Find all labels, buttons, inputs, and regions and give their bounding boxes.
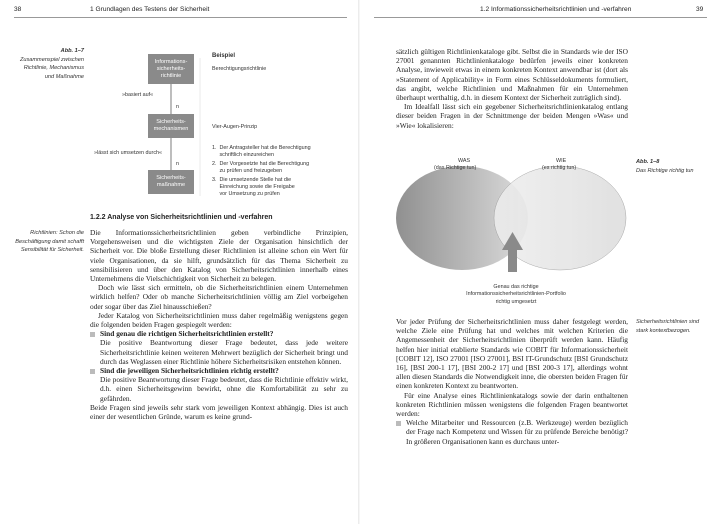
figure-caption [636,158,708,175]
page-number: 38 [14,6,22,13]
header-rule [374,17,707,18]
body-text-top [396,47,628,130]
figure-label: Abb. 1–7 [60,48,84,54]
paragraph: Jeder Katalog von Sicherheitsrichtlinien muss daher regelmäßig wenigstens gegen die folgenden beiden Fragen gespiegelt werden: [90,310,348,330]
example-measure-3: 3. Die umsetzende Stelle hat die Einreichung sowie die Freigabe vor Umsetzung zu prüfen [212,177,295,197]
arrow-caption-line: richtig umgesetzt [495,298,537,305]
paragraph: Vor jeder Prüfung der Sicherheitsrichtlinien muss daher festgelegt werden, welche Ziele eine Prüfung hat und welches mit welchen Kriterien die Angemessenheit der Sicherheitsrichtlinien überprüft werden kann. Häufig helfen hier initial etablierte Standards wie COBIT für Informationssicherheit [COBIT 12], ISO 27001 [ISO 27001], BSI IT-Grundschutz [BSI Grundschutz 16], [BSI 200-1 17], [BSI 200-2 17] und [BSI 200-3 17], allerdings wohnt allen diesen Standards die Notwendigkeit inne, die obersten beiden Fragen für einen konkreten Kontext zu beantworten. [396,317,628,391]
example-measure-2: 2. Der Vorgesetzte hat die Berechtigung zu prüfen und freizugeben [212,161,310,174]
body-text [90,228,348,421]
page-number: 39 [696,6,704,13]
mechanism-box: Sicherheits- mechanismen [148,114,194,138]
question-text: Die positive Beantwortung dieser Frage bedeutet, dass die Richtlinie effektiv wirkt, d.h. einen Sicherheitsgewinn bewirkt, ohne die Komfortabilität zu sehr zu gefährden. [100,375,348,403]
arrow-shaft [508,248,517,272]
bullet-square-icon [90,332,95,337]
example-policy: Berechtigungsrichtlinie [212,66,267,72]
was-sublabel: (das Richtige tun) [434,165,477,171]
figure-label: Abb. 1–8 [636,159,660,165]
bullet-square-icon [90,369,95,374]
example-title: Beispiel [212,53,236,59]
diagram-connectors [0,0,360,260]
arrow-caption-line: Genau das richtige [493,284,539,290]
running-head: 1 Grundlagen des Testens der Sicherheit [90,6,210,13]
wie-label: WIE [556,158,567,164]
body-text-bottom [396,317,628,446]
multiplicity-label-1: n [176,104,179,110]
example-measure-1: 1. Der Antragsteller hat die Berechtigung schriftlich einzureichen [212,145,311,158]
paragraph: Für eine Analyse eines Richtlinienkatalogs sowie der darin enthaltenen konkreten Richtlinien müssen wenigstens die folgenden Fragen beantwortet werden: [396,390,628,419]
arrow-caption [436,284,596,306]
question-item [396,418,628,446]
policy-box: Informations- sicherheits- richtlinie [148,54,194,84]
question-item [90,329,348,366]
question-item [90,366,348,403]
multiplicity-label-2: n [176,161,179,167]
question-title: Sind genau die richtigen Sicherheitsrichtlinien erstellt? [100,329,274,339]
relation-label-based-on: »basiert auf« [122,92,154,98]
question-title: Sind die jeweiligen Sicherheitsrichtlinien richtig erstellt? [100,366,279,376]
margin-note-text: Schon die Beschäftigung damit schafft Sensibilität für Sicherheit. [15,230,84,254]
figure-caption-text: Das Richtige richtig tun [636,167,694,174]
paragraph: Im Idealfall lässt sich ein gegebener Sicherheitsrichtlinienkatalog entlang dieser beiden Fragen in der Schnittmenge der beiden Mengen »Was« und »Wie« lokalisieren: [396,102,628,130]
paragraph: Die Informationssicherheitsrichtlinien geben verbindliche Prinzipien, Vorgehensweisen und die wichtigsten Ziele der Organisation hinsichtlich der Sicherheit vor. Die bloße Erstellung dieser Richtlinien ist alleine schon ein Wert für viele Organisationen, da sie hilft, grundsätzlich für das Thema Sicherheit zu sensibilisieren und über den Katalog von Sicherheitsrichtlinien innerhalb eines Unternehmens die Vielschichtigkeit von Sicherheit zu belegen. [90,228,348,284]
question-text: Die positive Beantwortung dieser Frage bedeutet, dass jede weitere Sicherheitsrichtlinie keinen weiteren Mehrwert bezüglich der Sicherheit bringt und durch das Weglassen einer Richtlinie höhere Sicherheitsrisiken entstehen können. [100,338,348,366]
section-heading: 1.2.2 Analyse von Sicherheitsrichtlinien und -verfahren [90,214,273,221]
wie-sublabel: (es richtig tun) [542,165,577,171]
paragraph: Doch wie lässt sich ermitteln, ob die Sicherheitsrichtlinien einem Unternehmen wirklich helfen? Oder ob manche Sicherheitsrichtlinien völlig am Ziel vorbeigehen oder sogar über das Ziel hinausschießen? [90,283,348,311]
arrow-caption-line: Informationssicherheitsrichtlinien-Portfolio [466,291,566,298]
relation-label-implemented-by: »lässt sich umsetzen durch« [94,150,163,156]
paragraph: Beide Fragen sind jeweils sehr stark vom jeweiligen Kontext abhängig. Dies ist auch einer der wesentlichen Gründe, warum es keine grund- [90,402,348,422]
paragraph: sätzlich gültigen Richtlinienkataloge gibt. Selbst die in Standards wie der ISO 27001 genannten Richtlinienkataloge bedürfen jeweils einer konkreten Analyse, inwieweit etwas in einem konkreten Kontext anwendbar ist (dort als »Statement of Applicability« in Form eines Schlüsseldokuments formuliert, das angibt, welche Richtlinien und Maßnahmen für ein Unternehmen überhaupt werthaltig, d.h. in diesem Kontext der Sicherheit zuträglich sind). [396,47,628,103]
running-head: 1.2 Informationssicherheitsrichtlinien und -verfahren [480,6,632,13]
question-text: Welche Mitarbeiter und Ressourcen (z.B. Werkzeuge) werden bezüglich der Frage nach Kompetenz und Wissen für zu prüfende Bereiche benötigt? In größeren Organisationen kann es durchaus unter- [406,418,628,446]
right-page [360,0,720,524]
margin-note: Sicherheitsrichtlinien sind stark kontextbezogen. [636,319,700,334]
example-mechanism: Vier-Augen-Prinzip [212,124,258,130]
margin-note-title: Richtlinien: [30,230,58,236]
bullet-square-icon [396,421,401,426]
measure-box: Sicherheits- maßnahme [148,170,194,194]
figure-caption-text: Zusammenspiel zwischen Richtlinie, Mechanismus und Maßnahme [19,56,84,80]
was-label: WAS [458,158,471,164]
margin-note [14,229,84,255]
